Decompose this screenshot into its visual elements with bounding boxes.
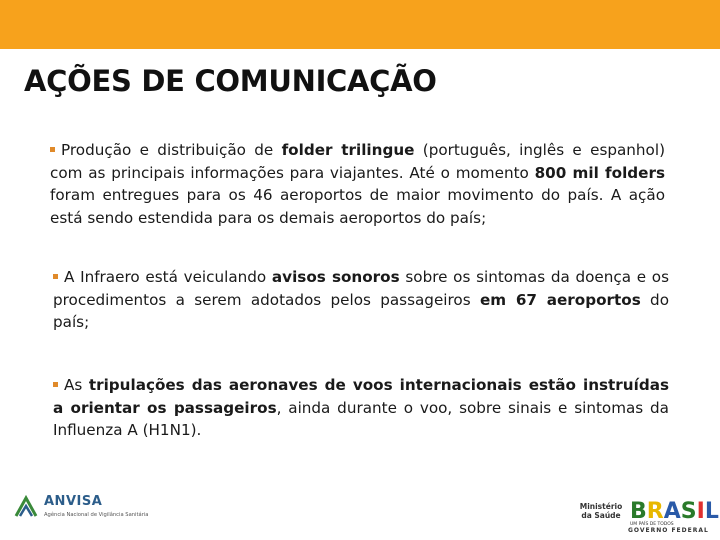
bold-text: tripulações das aeronaves de voos internacionais estão instruídas a orientar os passageiros bbox=[53, 376, 669, 417]
bullet-item-tripulacoes bbox=[53, 374, 669, 442]
slide-title: AÇÕES DE COMUNICAÇÃO bbox=[24, 64, 437, 98]
bullet-item-folder bbox=[50, 139, 665, 229]
ministerio-label: Ministério da Saúde bbox=[579, 502, 623, 520]
text: As bbox=[64, 376, 89, 394]
anvisa-name: ANVISA bbox=[44, 494, 103, 509]
bullet-square-icon bbox=[53, 274, 58, 279]
bullet-item-avisos bbox=[53, 266, 669, 334]
text: A Infraero está veiculando bbox=[64, 268, 272, 286]
bullet-square-icon bbox=[53, 382, 58, 387]
bold-text: em 67 aeroportos bbox=[479, 290, 641, 309]
brasil-wordmark: BRASIL bbox=[630, 499, 719, 524]
bold-text: 800 mil folders bbox=[534, 163, 665, 182]
bullet-square-icon bbox=[50, 147, 55, 152]
brasil-logo bbox=[628, 497, 719, 527]
brasil-tagline: UM PAÍS DE TODOS bbox=[630, 522, 674, 527]
text: (português, inglês e espanhol) com as principais informações para viajantes. Até o momento bbox=[50, 141, 665, 182]
header-accent-bar bbox=[0, 0, 720, 49]
text: , ainda durante o voo, sobre sinais e sintomas da Influenza A (H1N1). bbox=[53, 398, 669, 439]
bold-text: folder trilingue bbox=[281, 141, 415, 159]
anvisa-subtitle: Agência Nacional de Vigilância Sanitária bbox=[44, 512, 149, 518]
anvisa-logo bbox=[12, 494, 152, 522]
text: sobre os sintomas da doença e os procedimentos a serem adotados pelos passageiros bbox=[53, 268, 670, 309]
bold-text: avisos sonoros bbox=[271, 268, 400, 286]
text: do país; bbox=[53, 290, 669, 331]
text: foram entregues para os 46 aeroportos de maior movimento do país. A ação está sendo estendida para os demais aeroportos do país; bbox=[50, 186, 665, 227]
anvisa-mark-icon bbox=[12, 494, 40, 522]
governo-federal-label: GOVERNO FEDERAL bbox=[628, 527, 709, 534]
text: Produção e distribuição de bbox=[61, 141, 282, 159]
